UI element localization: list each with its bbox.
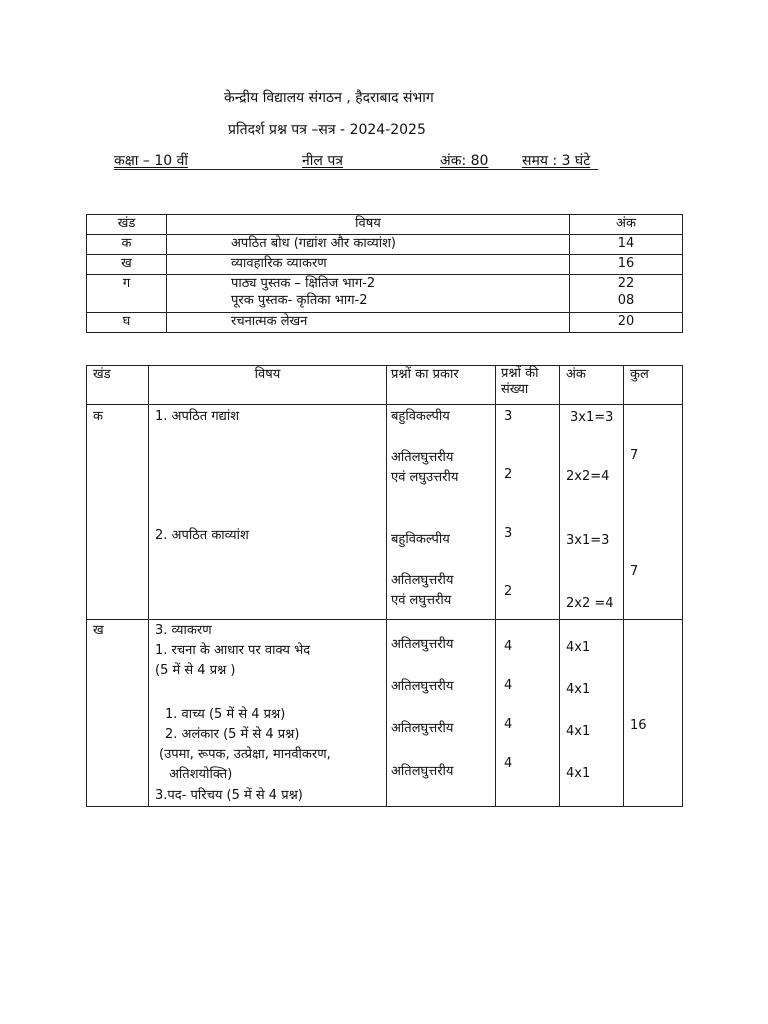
summary-marks: 14 [570,235,683,255]
table-row [87,235,683,255]
question-type: अतिलघुत्तरीय [391,573,454,588]
paper-title: प्रतिदर्श प्रश्न पत्र –सत्र - 2024-2025 [228,122,426,138]
summary-table [86,214,683,333]
summary-subject: व्यावहारिक व्याकरण [167,255,570,275]
total-value: 7 [630,448,639,463]
detail-header-row [87,366,683,405]
marks-value: 2x2=4 [566,469,610,484]
question-count: 2 [504,584,513,599]
grammar-line: (उपमा, रूपक, उत्प्रेक्षा, मानवीकरण, [159,747,331,762]
summary-section: क [87,235,167,255]
question-count: 3 [504,409,513,424]
detail-subject-item: 1. अपठित गद्यांश [155,409,240,424]
marks-value: 4x1 [566,640,591,655]
grammar-line: 1. वाच्य (5 में से 4 प्रश्न) [165,707,286,722]
summary-marks-2: 08 [617,293,635,308]
summary-header-subject: विषय [167,215,570,235]
summary-header-section: खंड [87,215,167,235]
detail-header-qcount: प्रश्नों की [501,366,539,381]
total-value: 16 [630,718,647,733]
summary-marks: 20 [570,313,683,333]
total-value: 7 [630,564,639,579]
detail-header-qcount-2: संख्या [501,382,529,397]
marks-value: 4x1 [566,682,591,697]
grammar-line: 2. अलंकार (5 में से 4 प्रश्न) [165,727,300,742]
table-row [87,275,683,313]
summary-header-row [87,215,683,235]
summary-header-marks: अंक [570,215,683,235]
summary-subject: पाठ्य पुस्तक – क्षितिज भाग-2 [231,276,376,291]
grammar-line: (5 में से 4 प्रश्न ) [155,663,236,678]
summary-subject-2: पूरक पुस्तक- कृतिका भाग-2 [231,293,368,308]
question-type: अतिलघुत्तरीय [391,637,454,652]
class-label: कक्षा – 10 वीं [114,153,188,169]
table-row [87,620,683,807]
question-type: एवं लघुउत्तरीय [391,470,459,485]
table-row [87,313,683,333]
grammar-line: 3.पद- परिचय (5 में से 4 प्रश्न) [155,788,303,803]
summary-subject: रचनात्मक लेखन [167,313,570,333]
marks-value: 2x2 =4 [566,596,614,611]
blueprint-label: नील पत्र [302,153,344,169]
summary-section: ग [87,275,167,313]
summary-subject: अपठित बोध (गद्यांश और काव्यांश) [167,235,570,255]
question-count: 2 [504,467,513,482]
detail-section: ख [93,623,104,638]
summary-marks: 22 [617,276,635,291]
summary-section: ख [87,255,167,275]
detail-table [86,365,683,807]
grammar-line: 3. व्याकरण [155,623,212,638]
table-row [87,405,683,620]
detail-subject-item: 2. अपठित काव्यांश [155,528,249,543]
summary-section: घ [87,313,167,333]
question-type: अतिलघुत्तरीय [391,764,454,779]
marks-value: 3x1=3 [570,410,614,425]
table-row [87,255,683,275]
grammar-line: अतिशयोक्ति) [169,767,233,782]
question-type: बहुविकल्पीय [391,532,450,547]
detail-section: क [93,409,103,424]
detail-header-marks: अंक [560,366,624,405]
question-type: अतिलघुत्तरीय [391,721,454,736]
marks-value: 3x1=3 [566,533,610,548]
question-type: बहुविकल्पीय [391,409,450,424]
question-count: 4 [504,678,513,693]
marks-value: 4x1 [566,766,591,781]
question-type: एवं लघुत्तरीय [391,593,452,608]
question-count: 4 [504,756,513,771]
marks-label: अंक: 80 [440,153,489,169]
header-underline [114,169,598,170]
question-count: 4 [504,639,513,654]
org-title: केन्द्रीय विद्यालय संगठन , हैदराबाद संभाग [224,90,434,106]
time-label: समय : 3 घंटे [522,153,591,169]
detail-header-subject: विषय [149,366,387,405]
summary-marks: 16 [570,255,683,275]
detail-header-section: खंड [87,366,149,405]
grammar-line: 1. रचना के आधार पर वाक्य भेद [155,643,311,658]
question-count: 4 [504,717,513,732]
detail-header-qtype: प्रश्नों का प्रकार [387,366,496,405]
question-type: अतिलघुत्तरीय [391,679,454,694]
question-type: अतिलघुत्तरीय [391,450,454,465]
marks-value: 4x1 [566,724,591,739]
detail-header-total: कुल [624,366,683,405]
question-count: 3 [504,526,513,541]
